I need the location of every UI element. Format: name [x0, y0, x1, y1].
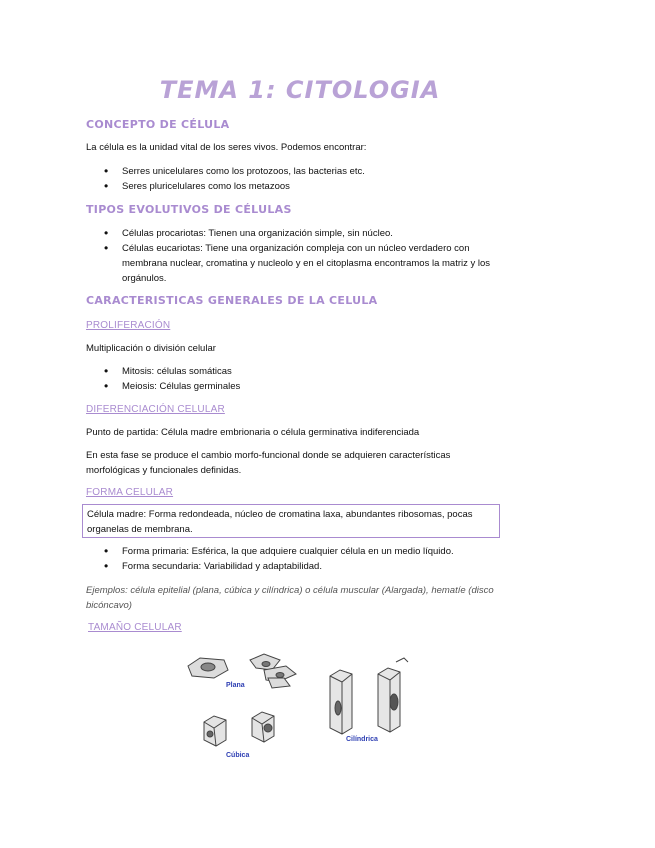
list-item: • Forma secundaria: Variabilidad y adaptabilidad. [104, 559, 514, 574]
list-item: • Meiosis: Células germinales [104, 379, 514, 394]
cell-shapes-illustration [180, 648, 430, 768]
heading-tipos: TIPOS EVOLUTIVOS DE CÉLULAS [86, 203, 292, 216]
list-item: • Células procariotas: Tienen una organización simple, sin núcleo. [104, 226, 514, 241]
page-title: TEMA 1: CITOLOGIA [159, 76, 441, 104]
forma-list [104, 544, 514, 574]
celula-madre-box: Célula madre: Forma redondeada, núcleo de cromatina laxa, abundantes ribosomas, pocas organelas de membrana. [82, 504, 500, 538]
diferenciacion-p1: Punto de partida: Célula madre embrionaria o célula germinativa indiferenciada [86, 427, 420, 438]
cell-shapes-figure [180, 648, 430, 768]
list-item: • Células eucariotas: Tiene una organización compleja con un núcleo verdadero con membrana nuclear, cromatina y nucleolo y en el citoplasma encontramos la matriz y los orgánulos. [104, 241, 514, 286]
tipos-list [104, 226, 514, 286]
heading-concepto: CONCEPTO DE CÉLULA [86, 118, 230, 131]
cubic-cell-illustration [204, 712, 274, 746]
concepto-intro: La célula es la unidad vital de los seres vivos. Podemos encontrar: [86, 142, 367, 153]
heading-proliferacion: PROLIFERACIÓN [86, 320, 171, 331]
heading-tamano: TAMAÑO CELULAR [88, 622, 182, 633]
list-item: • Mitosis: células somáticas [104, 364, 514, 379]
list-item: • Seres pluricelulares como los metazoos [104, 179, 514, 194]
proliferacion-intro: Multiplicación o división celular [86, 343, 216, 354]
columnar-cell-illustration [330, 658, 408, 734]
list-item: • Forma primaria: Esférica, la que adquiere cualquier célula en un medio líquido. [104, 544, 514, 559]
heading-forma: FORMA CELULAR [86, 487, 174, 498]
list-item: • Serres unicelulares como los protozoos, las bacterias etc. [104, 164, 514, 179]
heading-caracteristicas: CARACTERISTICAS GENERALES DE LA CELULA [86, 294, 378, 307]
label-plana: Plana [226, 682, 245, 689]
diferenciacion-p2: En esta fase se produce el cambio morfo-funcional donde se adquieren características morfológicas y funcionales definidas. [86, 450, 451, 476]
proliferacion-list [104, 364, 514, 394]
label-cilindrica: Cilíndrica [346, 736, 378, 743]
concepto-list [104, 164, 514, 194]
heading-diferenciacion: DIFERENCIACIÓN CELULAR [86, 404, 225, 415]
forma-examples: Ejemplos: célula epitelial (plana, cúbica y cilíndrica) o célula muscular (Alargada), hematíe (disco bicóncavo) [86, 585, 494, 611]
label-cubica: Cúbica [226, 752, 250, 759]
